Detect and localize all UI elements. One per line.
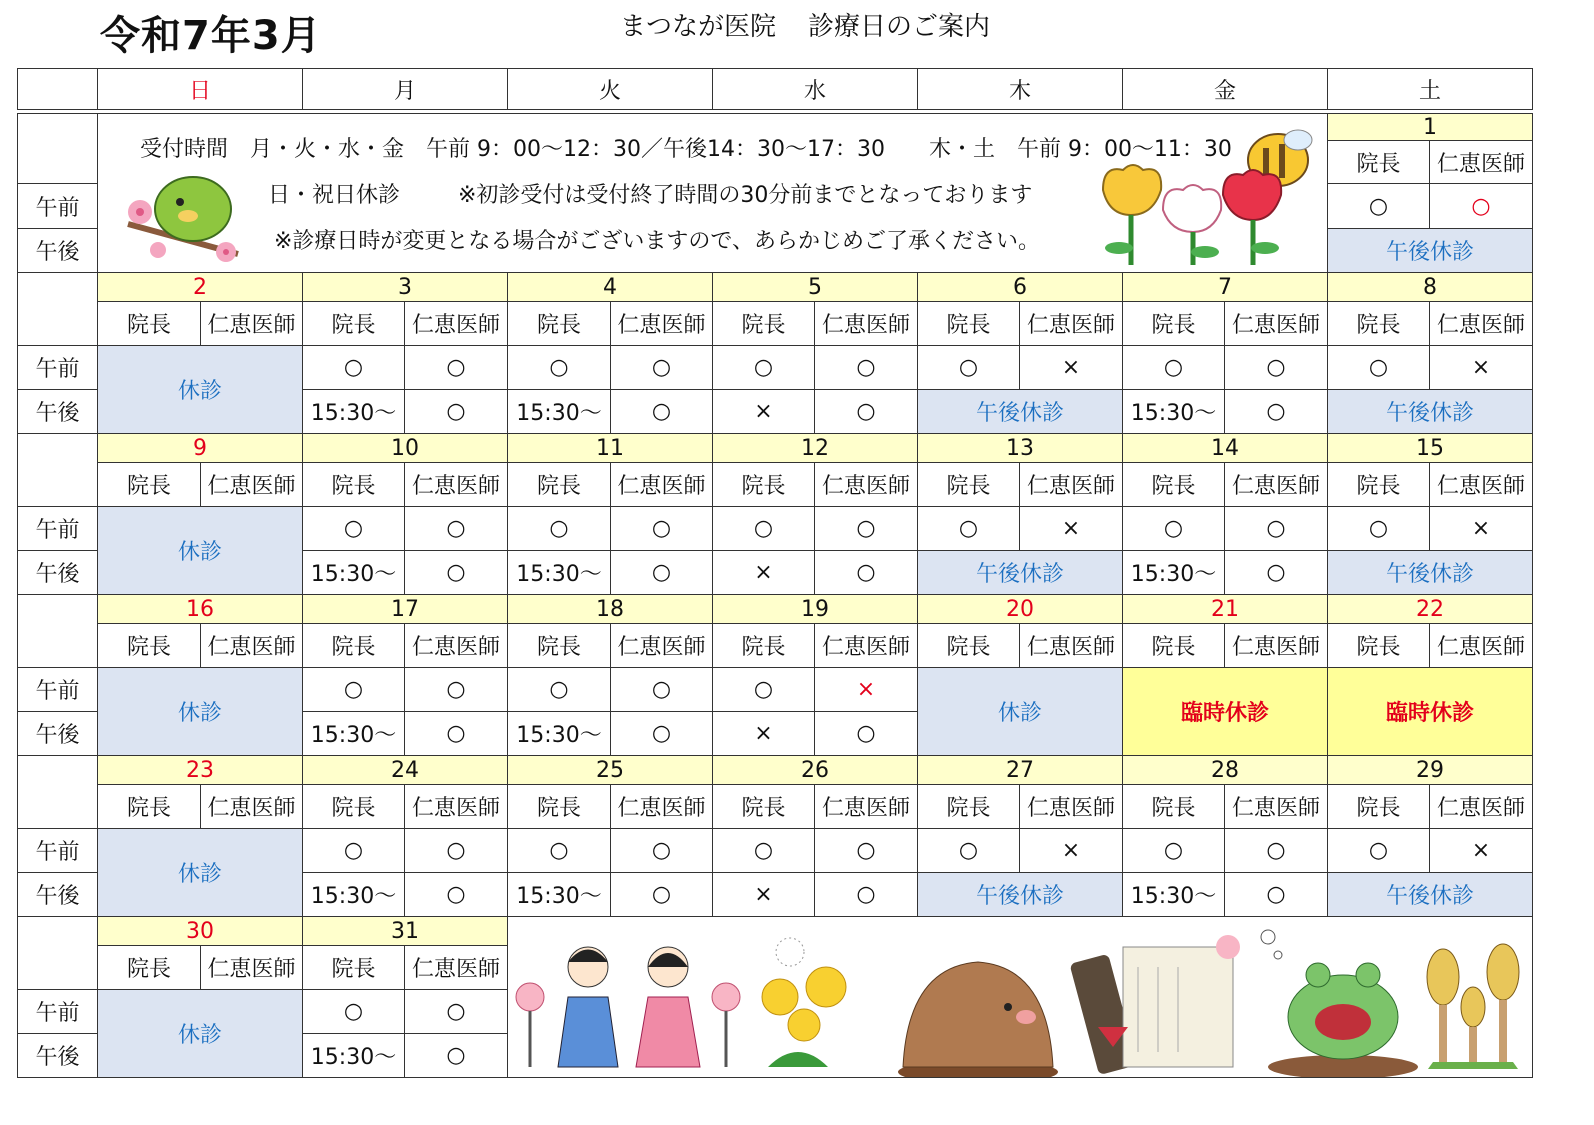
day-6: 6 <box>918 273 1123 302</box>
label-doctor2: 仁恵医師 <box>1020 463 1123 507</box>
label-doctor2: 仁恵医師 <box>405 302 508 346</box>
day-15: 15 <box>1328 434 1533 463</box>
label-director: 院長 <box>303 946 405 990</box>
week2-doctor-row <box>18 302 1533 346</box>
pm-label: 午後 <box>18 1034 98 1078</box>
status-open: ○ <box>611 551 713 595</box>
pm-closed: 午後休診 <box>1328 390 1533 434</box>
pm-closed: 午後休診 <box>1328 873 1533 917</box>
day-23: 23 <box>98 756 303 785</box>
spring-illustration-strip <box>508 917 1530 1077</box>
week6-date-row <box>18 917 1533 946</box>
label-director: 院長 <box>98 624 201 668</box>
status-open: ○ <box>611 829 713 873</box>
closed: 休診 <box>98 668 303 756</box>
side-blank <box>18 917 98 990</box>
label-doctor2: 仁恵医師 <box>611 785 713 829</box>
status-open: ○ <box>1225 390 1328 434</box>
status-open: ○ <box>508 668 611 712</box>
status-open: ○ <box>1123 829 1225 873</box>
label-director: 院長 <box>508 624 611 668</box>
status-open: ○ <box>611 390 713 434</box>
label-doctor2: 仁恵医師 <box>1020 302 1123 346</box>
status-open: ○ <box>611 346 713 390</box>
label-doctor2: 仁恵医師 <box>611 463 713 507</box>
clinic-title <box>620 6 990 43</box>
label-director: 院長 <box>918 463 1020 507</box>
pm-label: 午後 <box>18 551 98 595</box>
status-open: ○ <box>303 507 405 551</box>
day-26: 26 <box>713 756 918 785</box>
late-start: 15:30〜 <box>508 873 611 917</box>
pm-closed: 午後休診 <box>918 551 1123 595</box>
label-doctor2: 仁恵医師 <box>1430 624 1533 668</box>
status-open: ○ <box>508 829 611 873</box>
weekday-tue: 火 <box>508 69 713 110</box>
weekday-wed: 水 <box>713 69 918 110</box>
week5-date-row <box>18 756 1533 785</box>
week1-side-blank <box>18 114 98 184</box>
label-director: 院長 <box>1123 785 1225 829</box>
mole-illustration <box>898 962 1058 1077</box>
closed: 休診 <box>98 507 303 595</box>
info-panel <box>98 114 1328 273</box>
status-open: ○ <box>405 990 508 1034</box>
spring-illustrations <box>508 917 1533 1078</box>
day-28: 28 <box>1123 756 1328 785</box>
dandelion-illustration <box>762 938 846 1067</box>
week3-doctor-row <box>18 463 1533 507</box>
day-27: 27 <box>918 756 1123 785</box>
status-closed: × <box>1020 507 1123 551</box>
label-director: 院長 <box>98 463 201 507</box>
status-open: ○ <box>1328 507 1430 551</box>
status-open: ○ <box>918 507 1020 551</box>
closed: 休診 <box>98 346 303 434</box>
label-doctor2: 仁恵医師 <box>1225 463 1328 507</box>
day-9: 9 <box>98 434 303 463</box>
weekday-fri: 金 <box>1123 69 1328 110</box>
horsetail-illustration <box>1427 944 1519 1069</box>
day-14: 14 <box>1123 434 1328 463</box>
frog-illustration <box>1261 930 1418 1077</box>
status-closed: × <box>713 551 815 595</box>
status-closed: × <box>1020 829 1123 873</box>
side-blank <box>18 756 98 829</box>
day-20: 20 <box>918 595 1123 624</box>
bird-illustration <box>118 164 248 264</box>
label-director: 院長 <box>1328 785 1430 829</box>
pm-label: 午後 <box>18 873 98 917</box>
closed: 休診 <box>98 990 303 1078</box>
week5-doctor-row <box>18 785 1533 829</box>
diploma-illustration <box>1069 935 1240 1075</box>
status-open: ○ <box>303 829 405 873</box>
label-doctor2: 仁恵医師 <box>405 785 508 829</box>
status-closed: × <box>815 668 918 712</box>
weekday-header-row <box>18 69 1533 110</box>
day-8: 8 <box>1328 273 1533 302</box>
status-closed: × <box>713 390 815 434</box>
tulip-bee-illustration <box>1083 120 1323 270</box>
status-open: ○ <box>508 346 611 390</box>
reception-hours: 受付時間 月・火・水・金 午前 9：00〜12：30／午後14：30〜17：30 木・土 午前 9：00〜11：30 <box>140 137 1232 162</box>
status-open: ○ <box>918 829 1020 873</box>
label-director: 院長 <box>98 946 201 990</box>
day-18: 18 <box>508 595 713 624</box>
label-doctor2: 仁恵医師 <box>611 624 713 668</box>
pm-label: 午後 <box>18 712 98 756</box>
status-open: ○ <box>611 712 713 756</box>
label-director: 院長 <box>508 463 611 507</box>
day-3: 3 <box>303 273 508 302</box>
status-open: ○ <box>1430 184 1533 228</box>
day-2: 2 <box>98 273 303 302</box>
label-doctor2: 仁恵医師 <box>201 302 303 346</box>
weekday-thu: 木 <box>918 69 1123 110</box>
label-doctor2: 仁恵医師 <box>201 624 303 668</box>
day-11: 11 <box>508 434 713 463</box>
status-open: ○ <box>815 551 918 595</box>
status-closed: × <box>713 873 815 917</box>
label-director: 院長 <box>1328 463 1430 507</box>
day-1: 1 <box>1328 114 1533 141</box>
status-open: ○ <box>713 507 815 551</box>
status-open: ○ <box>815 712 918 756</box>
week4-am-row <box>18 668 1533 712</box>
label-doctor2: 仁恵医師 <box>1430 141 1533 184</box>
week3-am-row <box>18 507 1533 551</box>
label-director: 院長 <box>918 624 1020 668</box>
status-open: ○ <box>303 668 405 712</box>
am-label: 午前 <box>18 184 98 228</box>
pm-closed: 午後休診 <box>918 390 1123 434</box>
late-start: 15:30〜 <box>508 551 611 595</box>
label-doctor2: 仁恵医師 <box>1225 624 1328 668</box>
day-22: 22 <box>1328 595 1533 624</box>
am-label: 午前 <box>18 507 98 551</box>
week4-doctor-row <box>18 624 1533 668</box>
status-open: ○ <box>1225 346 1328 390</box>
label-director: 院長 <box>1328 302 1430 346</box>
day-29: 29 <box>1328 756 1533 785</box>
status-open: ○ <box>508 507 611 551</box>
label-doctor2: 仁恵医師 <box>815 624 918 668</box>
label-director: 院長 <box>713 785 815 829</box>
label-director: 院長 <box>1328 141 1430 184</box>
am-label: 午前 <box>18 346 98 390</box>
schedule-calendar <box>17 68 1533 1078</box>
week1-date-row <box>18 114 1533 141</box>
late-start: 15:30〜 <box>1123 873 1225 917</box>
clinic-name: まつなが医院 <box>620 12 777 42</box>
label-director: 院長 <box>303 463 405 507</box>
label-director: 院長 <box>713 624 815 668</box>
day-16: 16 <box>98 595 303 624</box>
label-doctor2: 仁恵医師 <box>1430 785 1533 829</box>
label-doctor2: 仁恵医師 <box>1225 785 1328 829</box>
holiday-note: 日・祝日休診 <box>268 183 401 208</box>
label-doctor2: 仁恵医師 <box>405 624 508 668</box>
label-director: 院長 <box>1123 302 1225 346</box>
schedule-caption: 診療日のご案内 <box>808 12 991 42</box>
label-doctor2: 仁恵医師 <box>405 463 508 507</box>
label-director: 院長 <box>918 785 1020 829</box>
day-30: 30 <box>98 917 303 946</box>
weekday-sun: 日 <box>98 69 303 110</box>
day-4: 4 <box>508 273 713 302</box>
weekday-mon: 月 <box>303 69 508 110</box>
status-open: ○ <box>1225 829 1328 873</box>
status-open: ○ <box>1225 507 1328 551</box>
label-doctor2: 仁恵医師 <box>201 785 303 829</box>
day-5: 5 <box>713 273 918 302</box>
hina-doll-illustration <box>516 947 740 1067</box>
label-director: 院長 <box>98 302 201 346</box>
status-open: ○ <box>1328 829 1430 873</box>
late-start: 15:30〜 <box>303 390 405 434</box>
side-blank <box>18 434 98 507</box>
day-21: 21 <box>1123 595 1328 624</box>
label-doctor2: 仁恵医師 <box>815 463 918 507</box>
header-corner <box>18 69 98 110</box>
status-open: ○ <box>815 507 918 551</box>
label-doctor2: 仁恵医師 <box>815 302 918 346</box>
status-open: ○ <box>918 346 1020 390</box>
label-director: 院長 <box>1123 624 1225 668</box>
label-director: 院長 <box>713 463 815 507</box>
temporary-closed: 臨時休診 <box>1328 668 1533 756</box>
label-doctor2: 仁恵医師 <box>201 463 303 507</box>
status-open: ○ <box>1328 184 1430 228</box>
temporary-closed: 臨時休診 <box>1123 668 1328 756</box>
late-start: 15:30〜 <box>508 390 611 434</box>
day-17: 17 <box>303 595 508 624</box>
status-closed: × <box>1430 507 1533 551</box>
day-10: 10 <box>303 434 508 463</box>
first-visit-note: ※初診受付は受付終了時間の30分前までとなっております <box>458 183 1033 208</box>
pm-label: 午後 <box>18 228 98 272</box>
status-open: ○ <box>405 507 508 551</box>
late-start: 15:30〜 <box>303 712 405 756</box>
status-open: ○ <box>405 829 508 873</box>
pm-label: 午後 <box>18 390 98 434</box>
late-start: 15:30〜 <box>303 551 405 595</box>
status-open: ○ <box>405 873 508 917</box>
closed: 休診 <box>98 829 303 917</box>
label-doctor2: 仁恵医師 <box>1225 302 1328 346</box>
status-open: ○ <box>713 346 815 390</box>
label-director: 院長 <box>303 302 405 346</box>
status-open: ○ <box>1123 507 1225 551</box>
status-closed: × <box>713 712 815 756</box>
status-open: ○ <box>405 668 508 712</box>
status-open: ○ <box>405 346 508 390</box>
status-open: ○ <box>815 873 918 917</box>
late-start: 15:30〜 <box>1123 390 1225 434</box>
status-open: ○ <box>815 829 918 873</box>
label-director: 院長 <box>713 302 815 346</box>
page-title: 令和7年3月 <box>100 13 322 59</box>
status-open: ○ <box>611 668 713 712</box>
change-notice: ※診療日時が変更となる場合がございますので、あらかじめご了承ください。 <box>274 229 1040 254</box>
side-blank <box>18 595 98 668</box>
am-label: 午前 <box>18 990 98 1034</box>
label-director: 院長 <box>508 785 611 829</box>
status-closed: × <box>1430 829 1533 873</box>
status-open: ○ <box>405 551 508 595</box>
label-director: 院長 <box>508 302 611 346</box>
side-blank <box>18 273 98 346</box>
late-start: 15:30〜 <box>508 712 611 756</box>
week5-am-row <box>18 829 1533 873</box>
pm-closed: 午後休診 <box>1328 551 1533 595</box>
day-31: 31 <box>303 917 508 946</box>
day-25: 25 <box>508 756 713 785</box>
status-open: ○ <box>815 346 918 390</box>
label-doctor2: 仁恵医師 <box>815 785 918 829</box>
status-open: ○ <box>611 507 713 551</box>
label-doctor2: 仁恵医師 <box>405 946 508 990</box>
status-open: ○ <box>303 346 405 390</box>
status-open: ○ <box>405 390 508 434</box>
day-12: 12 <box>713 434 918 463</box>
label-doctor2: 仁恵医師 <box>201 946 303 990</box>
status-open: ○ <box>1123 346 1225 390</box>
status-open: ○ <box>1328 346 1430 390</box>
status-open: ○ <box>713 668 815 712</box>
weekday-sat: 土 <box>1328 69 1533 110</box>
label-doctor2: 仁恵医師 <box>1430 463 1533 507</box>
status-closed: × <box>1430 346 1533 390</box>
late-start: 15:30〜 <box>303 873 405 917</box>
label-director: 院長 <box>98 785 201 829</box>
label-director: 院長 <box>1328 624 1430 668</box>
week4-date-row <box>18 595 1533 624</box>
status-open: ○ <box>611 873 713 917</box>
status-open: ○ <box>405 712 508 756</box>
status-closed: × <box>1020 346 1123 390</box>
label-director: 院長 <box>303 785 405 829</box>
late-start: 15:30〜 <box>303 1034 405 1078</box>
day-19: 19 <box>713 595 918 624</box>
closed: 休診 <box>918 668 1123 756</box>
day-24: 24 <box>303 756 508 785</box>
status-open: ○ <box>1225 873 1328 917</box>
label-director: 院長 <box>1123 463 1225 507</box>
label-doctor2: 仁恵医師 <box>611 302 713 346</box>
label-doctor2: 仁恵医師 <box>1020 785 1123 829</box>
status-open: ○ <box>713 829 815 873</box>
status-open: ○ <box>1225 551 1328 595</box>
status-open: ○ <box>815 390 918 434</box>
am-label: 午前 <box>18 829 98 873</box>
week3-date-row <box>18 434 1533 463</box>
pm-closed: 午後休診 <box>918 873 1123 917</box>
label-director: 院長 <box>303 624 405 668</box>
week2-am-row <box>18 346 1533 390</box>
week2-date-row <box>18 273 1533 302</box>
status-open: ○ <box>303 990 405 1034</box>
pm-closed: 午後休診 <box>1328 228 1533 272</box>
late-start: 15:30〜 <box>1123 551 1225 595</box>
label-doctor2: 仁恵医師 <box>1430 302 1533 346</box>
day-7: 7 <box>1123 273 1328 302</box>
label-director: 院長 <box>918 302 1020 346</box>
label-doctor2: 仁恵医師 <box>1020 624 1123 668</box>
day-13: 13 <box>918 434 1123 463</box>
status-open: ○ <box>405 1034 508 1078</box>
am-label: 午前 <box>18 668 98 712</box>
